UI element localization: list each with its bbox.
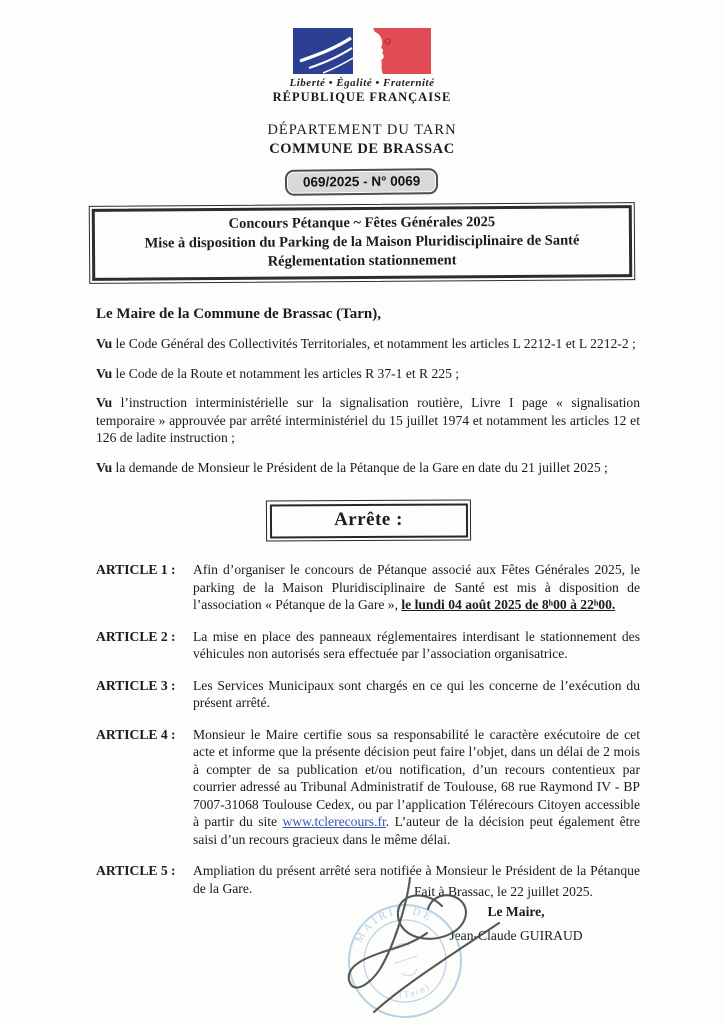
article-text: [193, 561, 640, 614]
article-label: ARTICLE 2 :: [96, 628, 176, 644]
title-line-3: Réglementation stationnement: [267, 252, 457, 270]
stamp-arc-top-text: MAIRIE DE: [353, 904, 436, 945]
article-label: ARTICLE 1 :: [96, 562, 176, 578]
article-label: ARTICLE 3 :: [96, 677, 176, 693]
recital-2: [96, 365, 640, 383]
republic-block: [273, 28, 452, 104]
article-text: Les Services Municipaux sont chargés en ce qui les concerne de l’exécution du présent arrêté.: [193, 677, 640, 711]
closing-block: [398, 884, 634, 944]
title-line-1: Concours Pétanque ~ Fêtes Générales 2025: [228, 214, 496, 232]
article-3: [96, 677, 640, 712]
place-date: Fait à Brassac, le 22 juillet 2025.: [414, 884, 593, 899]
svg-text:(Tarn): [396, 979, 433, 1002]
title-line-2: Mise à disposition du Parking de la Maison Pluridisciplinaire de Santé: [144, 232, 580, 252]
recital-text: le Code de la Route et notamment les articles R 37-1 et R 225 ;: [115, 365, 460, 381]
republic-name: RÉPUBLIQUE FRANÇAISE: [272, 90, 452, 104]
decree-heading: Arrête :: [269, 503, 467, 538]
recital-1: [96, 335, 640, 353]
signer-name: Jean-Claude GUIRAUD: [449, 928, 583, 943]
vu-lead: Vu: [96, 336, 113, 352]
recital-4: [96, 459, 640, 477]
recital-text: la demande de Monsieur le Président de la Pétanque de la Gare en date du 21 juillet 2025 ;: [115, 459, 608, 475]
article-date-emphasis: le lundi 04 août 2025 de 8ʰ00 à 22ʰ00.: [401, 597, 616, 613]
marianne-flag-icon: [293, 28, 431, 74]
article-4: [96, 726, 640, 849]
department-label: DÉPARTEMENT DU TARN: [267, 122, 457, 138]
article-text-after: . L’auteur de la décision peut également être saisi d’un recours gracieux dans le même délai.: [193, 814, 640, 847]
article-text-main: Afin d’organiser le concours de Pétanque associé aux Fêtes Générales 2025, le parking de la Maison Pluridisciplinaire de Santé est mis à disposition de l’association « Pétanque de la Gare »,: [193, 562, 640, 613]
article-text-main: Monsieur le Maire certifie sous sa responsabilité le caractère exécutoire de cet acte et informe que la présente décision peut faire l’objet, dans un délai de 2 mois à compter de sa publication et/ou notification, d’un recours contentieux par courrier adressé au Tribunal Administratif de Toulouse, 68 rue Raymond IV - BP 7007-31068 Toulouse Cedex, ou par l’application Télérecours Citoyen accessible à partir du site: [193, 726, 640, 830]
recital-3: [96, 394, 640, 447]
article-1: [96, 561, 640, 614]
stamp-arc-bottom-text: (Tarn): [399, 980, 433, 1000]
article-label: ARTICLE 4 :: [96, 726, 176, 742]
article-text: [193, 726, 640, 849]
vu-lead: Vu: [96, 459, 113, 475]
letterhead: [0, 0, 724, 195]
article-text: La mise en place des panneaux réglementaires interdisant le stationnement des véhicules non autorisés sera effectuée par l’association organisatrice.: [193, 628, 640, 662]
vu-lead: Vu: [96, 395, 113, 411]
vu-lead: Vu: [96, 365, 113, 381]
title-box: [89, 202, 636, 284]
telerecours-link[interactable]: www.tclerecours.fr: [282, 814, 386, 830]
article-2: [96, 628, 640, 663]
reference-badge: 069/2025 - N° 0069: [285, 168, 439, 196]
intro-line: Le Maire de la Commune de Brassac (Tarn),: [96, 306, 381, 323]
republic-motto: Liberté • Égalité • Fraternité: [289, 77, 435, 89]
article-text: Ampliation du présent arrêté sera notifiée à Monsieur le Président de la Pétanque de la Gare.: [193, 863, 640, 896]
signer-role: Le Maire,: [487, 904, 545, 919]
recital-text: l’instruction interministérielle sur la signalisation routière, Livre I page « signalisation temporaire » approuvée par arrêté interministériel du 15 juillet 1974 et notamment les articles 12 et 126 de ladite instruction ;: [96, 395, 640, 446]
commune-label: COMMUNE DE BRASSAC: [269, 141, 455, 157]
document-body: [0, 306, 724, 897]
recital-text: le Code Général des Collectivités Territoriales, et notamment les articles L 2212-1 et L 2212-2 ;: [115, 336, 636, 352]
article-label: ARTICLE 5 :: [96, 863, 176, 879]
decree-heading-box: [265, 500, 470, 542]
